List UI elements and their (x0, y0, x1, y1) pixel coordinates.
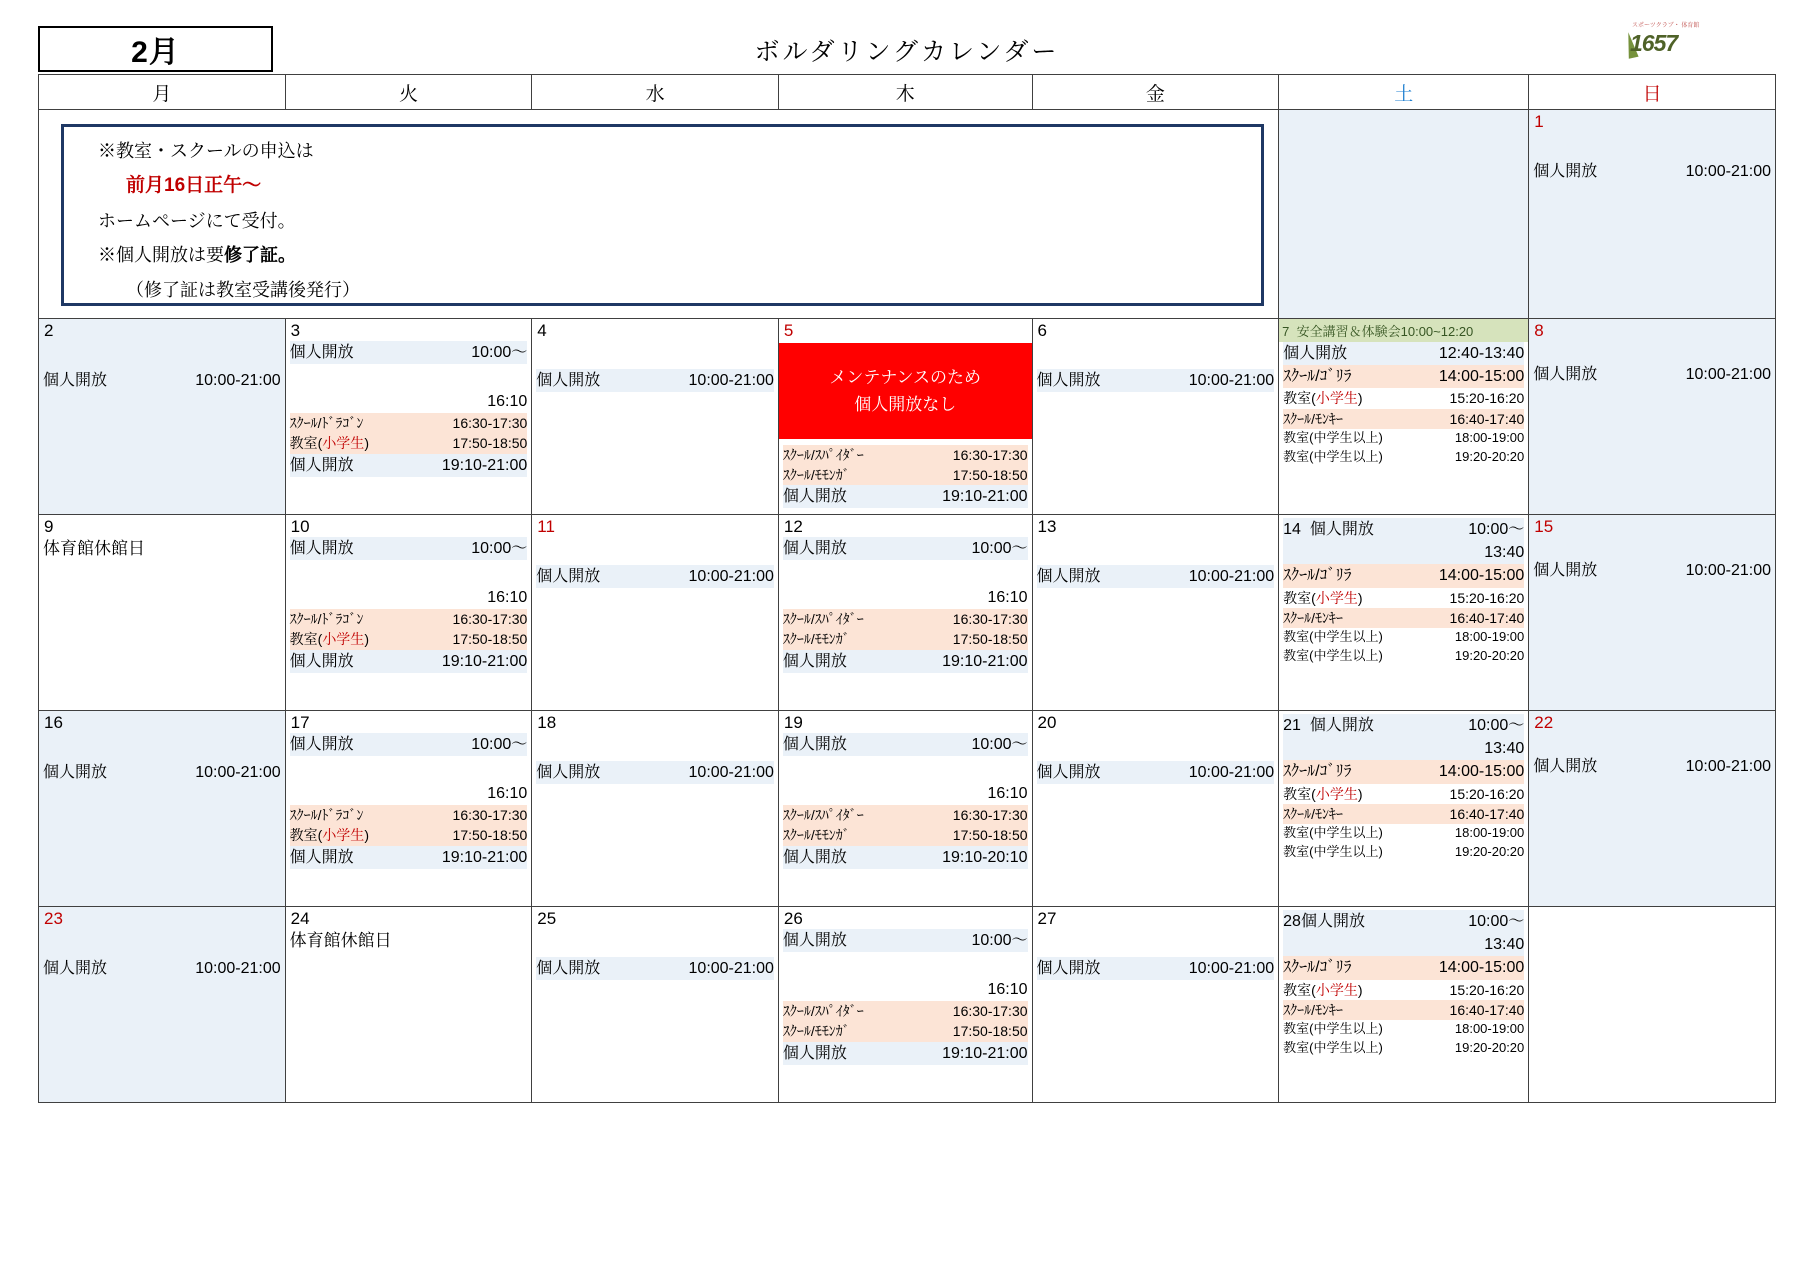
event-row: ｽｸｰﾙ/ﾓﾝｷｰ 16:40-17:40 (1283, 1000, 1524, 1020)
day-number-5: 5 (783, 321, 794, 340)
event-row: 個人開放 10:00-21:00 (43, 763, 281, 781)
calendar-week-5 (39, 907, 1776, 1103)
event-row: 個人開放 19:10-20:10 (783, 846, 1028, 869)
note-line-5: （修了証は教室受講後発行） (126, 279, 360, 300)
day-cell-empty-sat-w1 (1279, 110, 1529, 319)
day-cell-23[interactable] (39, 907, 286, 1103)
weekday-thu: 木 (778, 75, 1032, 110)
day-cell-empty-sun-w5 (1529, 907, 1776, 1103)
event-row: 個人開放 19:10-21:00 (783, 1042, 1028, 1065)
event-row: 個人開放 10:00～ (783, 733, 1028, 756)
day-number-15: 15 (1534, 517, 1554, 536)
event-row: 教室(中学生以上) 18:00-19:00 (1283, 825, 1525, 841)
event-row: 体育館休館日 (289, 930, 392, 950)
event-row: ｽｸｰﾙ/ｺﾞﾘﾗ 14:00-15:00 (1283, 956, 1524, 979)
day-cell-28[interactable] (1279, 907, 1529, 1103)
note-cell (39, 110, 1279, 319)
day-cell-25[interactable] (532, 907, 779, 1103)
note-line-4: ※個人開放は要修了証。 (98, 245, 296, 266)
calendar-week-3 (39, 515, 1776, 711)
day-cell-3[interactable] (285, 319, 532, 515)
day-number-26: 26 (783, 909, 803, 928)
weekday-mon: 月 (39, 75, 286, 110)
event-row: 21 個人開放 10:00～ (1283, 714, 1524, 737)
event-row: 個人開放 10:00-21:00 (43, 959, 281, 977)
application-note-box (61, 124, 1264, 306)
day-number-25: 25 (537, 909, 557, 928)
day-cell-14[interactable] (1279, 515, 1529, 711)
event-row: 16:10 (987, 784, 1028, 802)
calendar-header (38, 18, 1776, 74)
day-number-2: 2 (44, 321, 54, 340)
logo-tagline: スポーツクラブ・ 体育館 (1632, 23, 1700, 29)
calendar-week-1 (39, 110, 1776, 319)
event-row: 個人開放 10:00-21:00 (1533, 365, 1771, 383)
event-row: 個人開放 10:00～ (290, 537, 528, 560)
day-cell-19[interactable] (778, 711, 1032, 907)
event-row: 教室(小学生) 15:20-16:20 (1283, 589, 1525, 606)
weekday-tue: 火 (285, 75, 532, 110)
event-row: 個人開放 10:00～ (783, 537, 1028, 560)
day-number-19: 19 (783, 713, 803, 732)
event-row: 教室(小学生) 17:50-18:50 (290, 825, 528, 845)
event-row: 体育館休館日 (43, 538, 145, 558)
note-line-2: 前月16日正午～ (126, 175, 262, 197)
event-row: 28個人開放 10:00～ (1283, 910, 1524, 933)
day-number-17: 17 (290, 713, 310, 732)
event-row: ｽｸｰﾙ/ﾓﾓﾝｶﾞ 17:50-18:50 (783, 465, 1028, 485)
event-row: 16:10 (487, 392, 528, 410)
event-row: 教室(中学生以上) 19:20-20:20 (1283, 448, 1525, 464)
event-row: 13:40 (1283, 737, 1524, 760)
event-row: ｽｸｰﾙ/ﾄﾞﾗｺﾞﾝ 16:30-17:30 (290, 413, 528, 433)
day-number-12: 12 (783, 517, 803, 536)
day-number-8: 8 (1534, 321, 1544, 340)
day-number-10: 10 (290, 517, 310, 536)
event-row: 個人開放 10:00-21:00 (1533, 561, 1771, 579)
event-row: 教室(中学生以上) 19:20-20:20 (1283, 648, 1525, 663)
event-row: 教室(中学生以上) 18:00-19:00 (1283, 629, 1525, 645)
event-row: 個人開放 19:10-21:00 (783, 650, 1028, 673)
event-row: 個人開放 10:00-21:00 (1037, 761, 1275, 784)
event-row: 16:10 (987, 980, 1028, 998)
event-row: ｽｸｰﾙ/ｽﾊﾟｲﾀﾞｰ 16:30-17:30 (783, 445, 1028, 465)
event-row: 教室(小学生) 17:50-18:50 (290, 433, 528, 453)
event-row: ｽｸｰﾙ/ｺﾞﾘﾗ 14:00-15:00 (1283, 760, 1524, 783)
event-row: 個人開放 10:00-21:00 (43, 371, 281, 389)
event-row: 個人開放 10:00-21:00 (1533, 162, 1771, 180)
day-cell-9[interactable] (39, 515, 286, 711)
event-row: ｽｸｰﾙ/ﾓﾝｷｰ 16:40-17:40 (1283, 804, 1524, 824)
day-cell-20[interactable] (1032, 711, 1279, 907)
event-row: 個人開放 19:10-21:00 (290, 846, 528, 869)
day-number-24: 24 (290, 909, 310, 928)
event-row: 教室(小学生) 17:50-18:50 (290, 629, 528, 649)
safety-session-banner: 7 安全講習＆体験会10:00~12:20 (1279, 319, 1528, 342)
calendar-week-4 (39, 711, 1776, 907)
event-row: 個人開放 10:00～ (290, 733, 528, 756)
note-line-3: ホームページにて受付。 (98, 210, 296, 231)
maintenance-notice: メンテナンスのため 個人開放なし (779, 343, 1032, 439)
event-row: ｽｸｰﾙ/ｽﾊﾟｲﾀﾞｰ 16:30-17:30 (783, 609, 1028, 629)
day-cell-27[interactable] (1032, 907, 1279, 1103)
event-row: 教室(小学生) 15:20-16:20 (1283, 390, 1525, 407)
day-number-6: 6 (1037, 321, 1047, 340)
event-row: 教室(中学生以上) 19:20-20:20 (1283, 844, 1525, 859)
event-row: ｽｸｰﾙ/ｺﾞﾘﾗ 14:00-15:00 (1283, 365, 1524, 388)
page-title: ボルダリングカレンダー (754, 38, 1060, 66)
event-row: 教室(小学生) 15:20-16:20 (1283, 981, 1525, 998)
day-number-23: 23 (44, 909, 63, 928)
day-number-18: 18 (537, 713, 557, 732)
day-cell-1[interactable] (1529, 110, 1776, 319)
event-row: 16:10 (987, 588, 1028, 606)
day-cell-7[interactable] (1279, 319, 1529, 515)
calendar-table (38, 74, 1776, 1103)
event-row: ｽｸｰﾙ/ｽﾊﾟｲﾀﾞｰ 16:30-17:30 (783, 805, 1028, 825)
day-number-27: 27 (1037, 909, 1057, 928)
day-cell-21[interactable] (1279, 711, 1529, 907)
day-cell-13[interactable] (1032, 515, 1279, 711)
calendar-week-2 (39, 319, 1776, 515)
day-number-4: 4 (537, 321, 547, 340)
event-row: 14 個人開放 10:00～ (1283, 518, 1524, 541)
weekday-wed: 水 (532, 75, 779, 110)
event-row: 個人開放 10:00-21:00 (536, 369, 774, 392)
day-cell-11[interactable] (532, 515, 779, 711)
event-row: ｽｸｰﾙ/ﾓﾓﾝｶﾞ 17:50-18:50 (783, 825, 1028, 845)
event-row: 個人開放 10:00-21:00 (1037, 957, 1275, 980)
day-number-9: 9 (44, 517, 54, 536)
event-row: 個人開放 19:10-21:00 (290, 454, 528, 477)
weekday-sat: 土 (1279, 75, 1529, 110)
day-cell-6[interactable] (1032, 319, 1279, 515)
day-cell-17[interactable] (285, 711, 532, 907)
event-row: 13:40 (1283, 541, 1524, 564)
event-row: 個人開放 10:00～ (290, 341, 528, 364)
day-cell-15[interactable] (1529, 515, 1776, 711)
event-row: ｽｸｰﾙ/ﾓﾝｷｰ 16:40-17:40 (1283, 608, 1524, 628)
event-row: 個人開放 19:10-21:00 (783, 485, 1028, 508)
event-row: 個人開放 10:00-21:00 (536, 565, 774, 588)
event-row: 個人開放 10:00-21:00 (1533, 757, 1771, 775)
day-cell-16[interactable] (39, 711, 286, 907)
event-row: ｽｸｰﾙ/ﾄﾞﾗｺﾞﾝ 16:30-17:30 (290, 805, 528, 825)
weekday-sun: 日 (1529, 75, 1776, 110)
gym-logo (1624, 18, 1706, 74)
day-cell-4[interactable] (532, 319, 779, 515)
day-number-11: 11 (537, 517, 555, 536)
day-number-20: 20 (1037, 713, 1057, 732)
event-row: ｽｸｰﾙ/ｽﾊﾟｲﾀﾞｰ 16:30-17:30 (783, 1001, 1028, 1021)
day-cell-12[interactable] (778, 515, 1032, 711)
day-number-14: 14 (1283, 521, 1301, 538)
day-number-3: 3 (290, 321, 301, 340)
day-number-1: 1 (1534, 112, 1544, 131)
day-cell-8[interactable] (1529, 319, 1776, 515)
day-cell-24[interactable] (285, 907, 532, 1103)
weekday-header-row (39, 75, 1776, 110)
event-row: ｽｸｰﾙ/ﾄﾞﾗｺﾞﾝ 16:30-17:30 (290, 609, 528, 629)
event-row: 個人開放 12:40-13:40 (1283, 342, 1524, 365)
day-number-21: 21 (1283, 717, 1301, 734)
event-row: 個人開放 10:00-21:00 (1037, 565, 1275, 588)
day-number-28: 28 (1283, 913, 1301, 930)
event-row: ｽｸｰﾙ/ﾓﾓﾝｶﾞ 17:50-18:50 (783, 1021, 1028, 1041)
day-cell-2[interactable] (39, 319, 286, 515)
event-row: 個人開放 10:00～ (783, 929, 1028, 952)
day-cell-22[interactable] (1529, 711, 1776, 907)
month-label: 2月 (131, 36, 180, 69)
event-row: 教室(中学生以上) 18:00-19:00 (1283, 429, 1525, 445)
event-row: 個人開放 19:10-21:00 (290, 650, 528, 673)
event-row: 個人開放 10:00-21:00 (536, 761, 774, 784)
event-row: 個人開放 10:00-21:00 (536, 957, 774, 980)
day-cell-10[interactable] (285, 515, 532, 711)
note-line-1: ※教室・スクールの申込は (98, 141, 314, 161)
event-row: 16:10 (487, 588, 528, 606)
event-row: 教室(小学生) 15:20-16:20 (1283, 785, 1525, 802)
logo-wordmark: 1657 (1630, 30, 1678, 56)
event-row: 教室(中学生以上) 18:00-19:00 (1283, 1021, 1525, 1037)
event-row: 13:40 (1283, 933, 1524, 956)
event-row: 教室(中学生以上) 19:20-20:20 (1283, 1040, 1525, 1055)
day-cell-18[interactable] (532, 711, 779, 907)
event-row: 16:10 (487, 784, 528, 802)
day-number-13: 13 (1037, 517, 1057, 536)
weekday-fri: 金 (1032, 75, 1279, 110)
day-cell-26[interactable] (778, 907, 1032, 1103)
event-row: ｽｸｰﾙ/ﾓﾓﾝｶﾞ 17:50-18:50 (783, 629, 1028, 649)
day-number-16: 16 (44, 713, 63, 732)
event-row: ｽｸｰﾙ/ｺﾞﾘﾗ 14:00-15:00 (1283, 564, 1524, 587)
day-cell-5[interactable] (778, 319, 1032, 515)
day-number-22: 22 (1534, 713, 1554, 732)
event-row: 個人開放 10:00-21:00 (1037, 369, 1275, 392)
event-row: ｽｸｰﾙ/ﾓﾝｷｰ 16:40-17:40 (1283, 409, 1524, 429)
